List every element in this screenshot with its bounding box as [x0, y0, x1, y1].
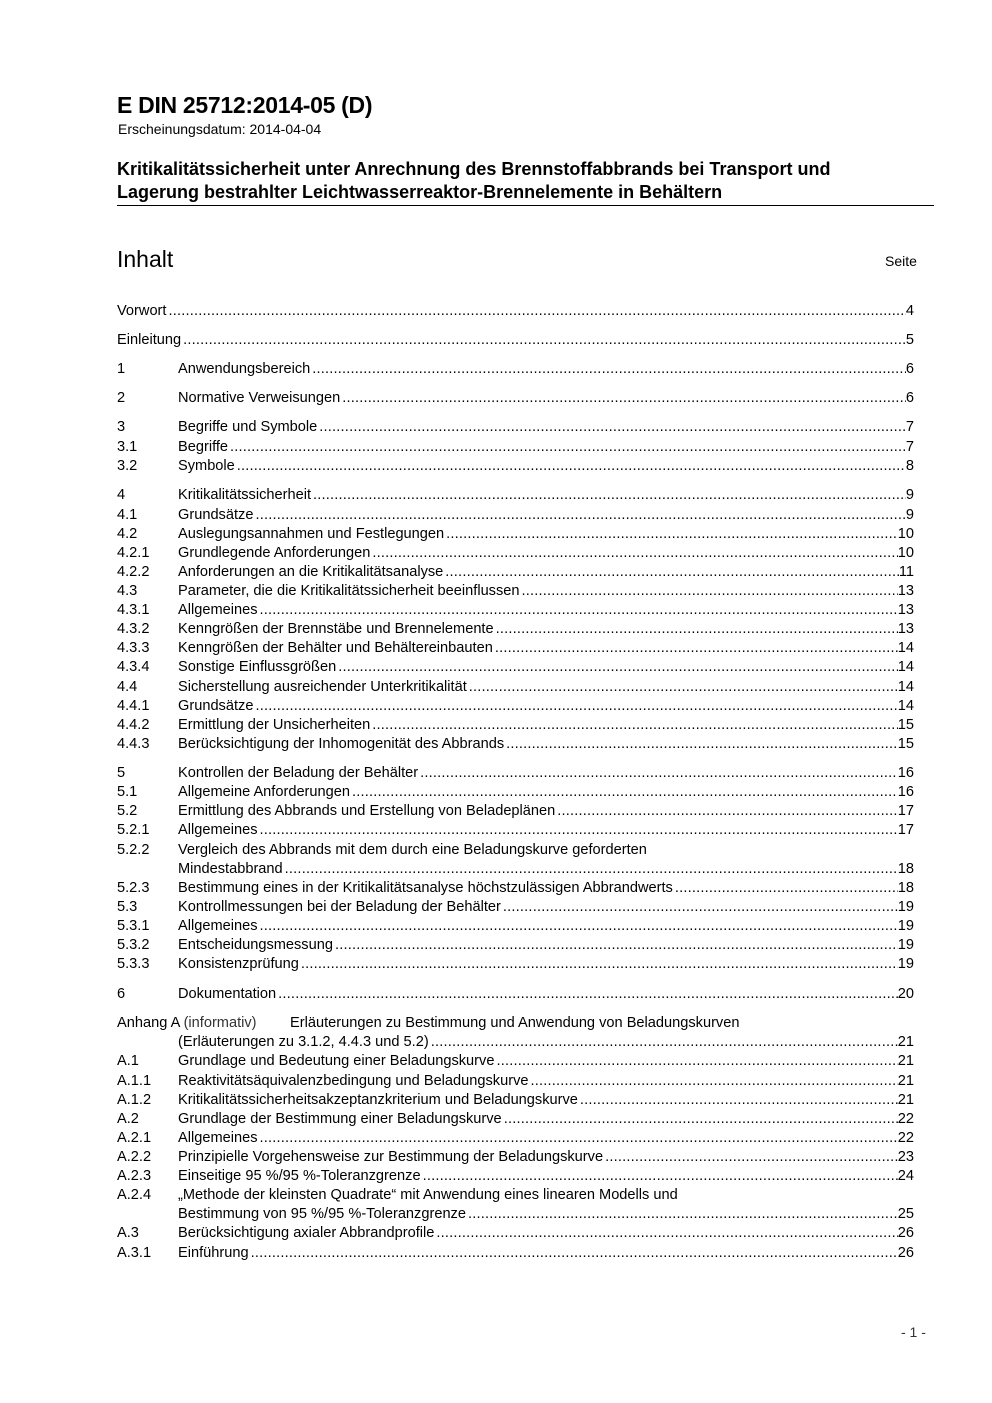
- toc-entry[interactable]: [117, 1244, 914, 1263]
- toc-entry-number: 4: [117, 487, 126, 503]
- toc-entry-page: 6: [905, 361, 914, 377]
- toc-entry-title: Entscheidungsmessung: [178, 937, 333, 953]
- toc-entry-number: 4.3.3: [117, 640, 150, 656]
- toc-leader-dots: [260, 821, 898, 840]
- toc-leader-dots: [557, 802, 898, 821]
- toc-entry-number: 4.3.1: [117, 602, 150, 618]
- toc-entry[interactable]: [117, 1129, 914, 1148]
- toc-entry-number: 5.3.1: [117, 918, 150, 934]
- toc-leader-dots: [420, 764, 898, 783]
- toc-entry-title: Symbole: [178, 458, 235, 474]
- toc-entry[interactable]: [117, 457, 914, 476]
- toc-entry[interactable]: [117, 898, 914, 917]
- toc-entry-number: 4.4.3: [117, 736, 150, 752]
- toc-entry-title: Kontrollmessungen bei der Beladung der Behälter: [178, 899, 501, 915]
- toc-entry-number: 5.2.3: [117, 880, 150, 896]
- toc-entry-number: 5.2.2: [117, 842, 150, 858]
- toc-entry-page: 17: [897, 822, 914, 838]
- toc-leader-dots: [335, 936, 898, 955]
- toc-entry-number: 4.3.2: [117, 621, 150, 637]
- toc-entry[interactable]: [117, 917, 914, 936]
- toc-entry-title: Ermittlung des Abbrands und Erstellung von Beladeplänen: [178, 803, 556, 819]
- toc-entry-number: A.1.1: [117, 1073, 152, 1089]
- toc-entry-number: A.1.2: [117, 1092, 152, 1108]
- toc-entry-page: 4: [905, 303, 914, 319]
- toc-entry-title: Grundlage der Bestimmung einer Beladungskurve: [178, 1111, 502, 1127]
- toc-entry-page: 23: [897, 1149, 914, 1165]
- toc-entry-title: (Erläuterungen zu 3.1.2, 4.4.3 und 5.2): [178, 1034, 429, 1050]
- toc-entry[interactable]: [117, 955, 914, 974]
- toc-entry-page: 9: [905, 487, 914, 503]
- toc-entry[interactable]: [117, 601, 914, 620]
- toc-entry-number: 4.4.1: [117, 698, 150, 714]
- toc-leader-dots: [372, 716, 898, 735]
- toc-entry-number: A.2.3: [117, 1168, 152, 1184]
- toc-leader-dots: [446, 525, 898, 544]
- toc-entry-number: A.2.4: [117, 1187, 152, 1203]
- toc-entry[interactable]: [117, 544, 914, 563]
- toc-entry-number: 4.2: [117, 526, 138, 542]
- toc-leader-dots: [580, 1091, 898, 1110]
- toc-entry[interactable]: [117, 716, 914, 735]
- toc-entry[interactable]: [117, 697, 914, 716]
- toc-entry[interactable]: [117, 658, 914, 677]
- toc-entry-title: Konsistenzprüfung: [178, 956, 299, 972]
- toc-leader-dots: [183, 331, 906, 350]
- toc-entry-page: 5: [905, 332, 914, 348]
- toc-entry[interactable]: [117, 302, 914, 321]
- toc-leader-dots: [436, 1224, 897, 1243]
- toc-entry-page: 19: [897, 899, 914, 915]
- toc-entry-page: 19: [897, 937, 914, 953]
- toc-entry[interactable]: [117, 1072, 914, 1091]
- toc-entry-number: 4.3.4: [117, 659, 150, 675]
- toc-entry-title: Einführung: [178, 1245, 249, 1261]
- toc-entry-title: „Methode der kleinsten Quadrate“ mit Anwendung eines linearen Modells und: [178, 1187, 678, 1203]
- toc-entry[interactable]: [117, 1186, 914, 1205]
- toc-entry-title: Kenngrößen der Brennstäbe und Brennelemente: [178, 621, 494, 637]
- toc-entry-number: 6: [117, 986, 126, 1002]
- toc-entry-title: Sicherstellung ausreichender Unterkritikalität: [178, 679, 467, 695]
- toc-entry-number: 1: [117, 361, 126, 377]
- toc-entry-title: Allgemeines: [178, 1130, 258, 1146]
- toc-leader-dots: [423, 1167, 898, 1186]
- toc-entry[interactable]: [117, 802, 914, 821]
- subtitle-line-1: Kritikalitätssicherheit unter Anrechnung des Brennstoffabbrands bei Transport und: [117, 159, 831, 179]
- header-rule: [117, 205, 934, 206]
- toc-entry-number: 2: [117, 390, 126, 406]
- toc-entry-title: Berücksichtigung der Inhomogenität des Abbrands: [178, 736, 505, 752]
- toc-entry-title: Begriffe: [178, 439, 229, 455]
- toc-entry-page: 14: [897, 659, 914, 675]
- toc-entry-number: A.2.2: [117, 1149, 152, 1165]
- toc-entry[interactable]: [117, 1110, 914, 1129]
- toc-entry[interactable]: [117, 1205, 914, 1224]
- toc-entry-page: 19: [897, 918, 914, 934]
- toc-entry-number: 5.3: [117, 899, 138, 915]
- toc-entry-page: 18: [897, 861, 914, 877]
- toc-entry-page: 26: [897, 1225, 914, 1241]
- toc-entry-number: 5.3.2: [117, 937, 150, 953]
- toc-leader-dots: [338, 658, 898, 677]
- toc-entry-title: Sonstige Einflussgrößen: [178, 659, 337, 675]
- toc-entry-page: 21: [897, 1034, 914, 1050]
- toc-entry[interactable]: [117, 331, 914, 350]
- toc-entry-title: Dokumentation: [178, 986, 277, 1002]
- toc-entry[interactable]: [117, 486, 914, 505]
- toc-entry-page: 19: [897, 956, 914, 972]
- toc-leader-dots: [352, 783, 898, 802]
- toc-entry-page: 8: [905, 458, 914, 474]
- toc-entry-page: 6: [905, 390, 914, 406]
- toc-entry-number: A.3: [117, 1225, 139, 1241]
- toc-entry-page: 26: [897, 1245, 914, 1261]
- toc-entry-number: 3.1: [117, 439, 138, 455]
- toc-leader-dots: [445, 563, 899, 582]
- toc-entry-page: 18: [897, 880, 914, 896]
- toc-entry-title: Normative Verweisungen: [178, 390, 341, 406]
- toc-entry-page: 21: [897, 1073, 914, 1089]
- toc-page-label: Seite: [885, 253, 917, 269]
- toc-entry[interactable]: [117, 821, 914, 840]
- toc-entry-title: Allgemeines: [178, 918, 258, 934]
- toc-leader-dots: [260, 1129, 898, 1148]
- toc-entry-title: Einleitung: [117, 332, 182, 348]
- toc-entry-page: 21: [897, 1053, 914, 1069]
- toc-leader-dots: [504, 1110, 898, 1129]
- toc-entry-title: Bestimmung eines in der Kritikalitätsanalyse höchstzulässigen Abbrandwerts: [178, 880, 673, 896]
- toc-entry-number: 4.1: [117, 507, 138, 523]
- toc-entry-page: 20: [897, 986, 914, 1002]
- toc-entry-number: 5.2.1: [117, 822, 150, 838]
- toc-entry-page: 15: [897, 736, 914, 752]
- annex-informative-label: (informativ): [183, 1015, 257, 1031]
- toc-entry-number: 3.2: [117, 458, 138, 474]
- toc-leader-dots: [469, 678, 898, 697]
- toc-leader-dots: [251, 1244, 898, 1263]
- toc-entry-title: Vorwort: [117, 303, 167, 319]
- toc-entry-title: Allgemeines: [178, 822, 258, 838]
- toc-leader-dots: [468, 1205, 898, 1224]
- toc-entry-page: 13: [897, 621, 914, 637]
- toc-entry-page: 15: [897, 717, 914, 733]
- document-subtitle: [117, 158, 937, 204]
- toc-entry-page: 14: [897, 698, 914, 714]
- toc-entry-number: 5.3.3: [117, 956, 150, 972]
- toc-entry-number: [117, 1014, 257, 1033]
- toc-entry-page: 7: [905, 419, 914, 435]
- toc-entry-title: Begriffe und Symbole: [178, 419, 318, 435]
- toc-leader-dots: [230, 438, 906, 457]
- toc-leader-dots: [319, 418, 906, 437]
- toc-entry-title: Grundlegende Anforderungen: [178, 545, 371, 561]
- toc-entry-number: A.2: [117, 1111, 139, 1127]
- toc-entry[interactable]: [117, 563, 914, 582]
- toc-leader-dots: [506, 735, 898, 754]
- toc-entry-title: Anforderungen an die Kritikalitätsanalyse: [178, 564, 444, 580]
- toc-entry-page: 7: [905, 439, 914, 455]
- toc-entry-page: 10: [897, 526, 914, 542]
- publication-date: Erscheinungsdatum: 2014-04-04: [118, 121, 322, 137]
- toc-leader-dots: [431, 1033, 898, 1052]
- toc-entry-page: 13: [897, 602, 914, 618]
- toc-leader-dots: [168, 302, 905, 321]
- toc-entry[interactable]: [117, 620, 914, 639]
- toc-leader-dots: [260, 601, 898, 620]
- toc-entry-number: A.3.1: [117, 1245, 152, 1261]
- toc-leader-dots: [605, 1148, 898, 1167]
- toc-entry-title: Kritikalitätssicherheit: [178, 487, 312, 503]
- toc-entry-page: 17: [897, 803, 914, 819]
- toc-entry[interactable]: [117, 582, 914, 601]
- toc-entry-title: Erläuterungen zu Bestimmung und Anwendung von Beladungskurven: [290, 1015, 740, 1031]
- toc-entry-title: Reaktivitätsäquivalenzbedingung und Beladungskurve: [178, 1073, 529, 1089]
- toc-leader-dots: [531, 1072, 898, 1091]
- toc-entry[interactable]: [117, 389, 914, 408]
- toc-entry[interactable]: [117, 1224, 914, 1243]
- toc-entry-page: 13: [897, 583, 914, 599]
- toc-entry[interactable]: [117, 1148, 914, 1167]
- annex-label: Anhang A: [117, 1015, 180, 1031]
- toc-entry[interactable]: [117, 735, 914, 754]
- toc-entry-title: Einseitige 95 %/95 %-Toleranzgrenze: [178, 1168, 421, 1184]
- toc-leader-dots: [496, 620, 898, 639]
- toc-entry-number: 5.2: [117, 803, 138, 819]
- toc-entry-title: Mindestabbrand: [178, 861, 283, 877]
- toc-entry-title: Berücksichtigung axialer Abbrandprofile: [178, 1225, 435, 1241]
- toc-leader-dots: [522, 582, 898, 601]
- toc-entry-number: 4.4.2: [117, 717, 150, 733]
- toc-entry-title: Bestimmung von 95 %/95 %-Toleranzgrenze: [178, 1206, 466, 1222]
- toc-leader-dots: [255, 697, 897, 716]
- toc-leader-dots: [255, 506, 905, 525]
- toc-leader-dots: [312, 360, 906, 379]
- toc-entry-page: 25: [897, 1206, 914, 1222]
- toc-leader-dots: [285, 860, 898, 879]
- toc-entry-title: Parameter, die die Kritikalitätssicherheit beeinflussen: [178, 583, 520, 599]
- toc-entry-page: 14: [897, 679, 914, 695]
- toc-entry-number: 4.3: [117, 583, 138, 599]
- toc-entry-page: 16: [897, 784, 914, 800]
- toc-entry-number: A.2.1: [117, 1130, 152, 1146]
- toc-entry[interactable]: [117, 678, 914, 697]
- toc-entry-title: Vergleich des Abbrands mit dem durch eine Beladungskurve geforderten: [178, 842, 647, 858]
- toc-entry-page: 22: [897, 1130, 914, 1146]
- toc-leader-dots: [313, 486, 906, 505]
- toc-entry-number: A.1: [117, 1053, 139, 1069]
- toc-entry-page: 22: [897, 1111, 914, 1127]
- toc-entry-title: Kritikalitätssicherheitsakzeptanzkriterium und Beladungskurve: [178, 1092, 578, 1108]
- toc-entry-title: Anwendungsbereich: [178, 361, 311, 377]
- document-title: E DIN 25712:2014-05 (D): [117, 92, 373, 118]
- toc-entry-title: Auslegungsannahmen und Festlegungen: [178, 526, 445, 542]
- toc-entry-number: 5.1: [117, 784, 138, 800]
- toc-leader-dots: [301, 955, 898, 974]
- toc-entry-page: 21: [897, 1092, 914, 1108]
- toc-entry[interactable]: [117, 1167, 914, 1186]
- toc-entry[interactable]: [117, 783, 914, 802]
- toc-leader-dots: [278, 985, 898, 1004]
- toc-entry-title: Kenngrößen der Behälter und Behältereinbauten: [178, 640, 493, 656]
- toc-leader-dots: [496, 1052, 897, 1071]
- toc-entry[interactable]: [117, 764, 914, 783]
- toc-entry-number: 5: [117, 765, 126, 781]
- toc-heading: Inhalt: [117, 246, 174, 272]
- toc-entry-title: Grundsätze: [178, 698, 254, 714]
- toc-entry-number: 4.2.2: [117, 564, 150, 580]
- toc-entry[interactable]: [117, 639, 914, 658]
- toc-entry-number: 4.4: [117, 679, 138, 695]
- toc-entry[interactable]: [117, 879, 914, 898]
- toc-entry-page: 16: [897, 765, 914, 781]
- toc-entry[interactable]: [117, 860, 914, 879]
- subtitle-line-2: Lagerung bestrahlter Leichtwasserreaktor-Brennelemente in Behältern: [117, 182, 723, 202]
- toc-entry[interactable]: [117, 418, 914, 437]
- toc-entry[interactable]: [117, 985, 914, 1004]
- toc-entry-number: 4.2.1: [117, 545, 150, 561]
- toc-entry-title: Kontrollen der Beladung der Behälter: [178, 765, 419, 781]
- toc-leader-dots: [342, 389, 906, 408]
- toc-entry-page: 9: [905, 507, 914, 523]
- toc-entry[interactable]: [117, 1033, 914, 1052]
- page-number: - 1 -: [901, 1324, 926, 1340]
- toc-entry-title: Grundlage und Bedeutung einer Beladungskurve: [178, 1053, 495, 1069]
- toc-entry-title: Prinzipielle Vorgehensweise zur Bestimmung der Beladungskurve: [178, 1149, 604, 1165]
- toc-entry-page: 10: [897, 545, 914, 561]
- toc-entry-page: 14: [897, 640, 914, 656]
- toc-entry-title: Grundsätze: [178, 507, 254, 523]
- toc-leader-dots: [237, 457, 906, 476]
- toc-entry[interactable]: [117, 936, 914, 955]
- toc-entry[interactable]: [117, 506, 914, 525]
- toc-leader-dots: [260, 917, 898, 936]
- toc-entry[interactable]: [117, 841, 914, 860]
- toc-entry-title: Allgemeine Anforderungen: [178, 784, 351, 800]
- toc-leader-dots: [675, 879, 898, 898]
- toc-entry[interactable]: [117, 525, 914, 544]
- toc-entry-page: 11: [898, 564, 914, 580]
- toc-leader-dots: [495, 639, 898, 658]
- toc-entry[interactable]: [117, 438, 914, 457]
- toc-entry[interactable]: [117, 1091, 914, 1110]
- toc-leader-dots: [372, 544, 897, 563]
- toc-entry[interactable]: [117, 360, 914, 379]
- toc-entry-page: 24: [897, 1168, 914, 1184]
- toc-entry[interactable]: [117, 1014, 914, 1033]
- toc-entry-number: 3: [117, 419, 126, 435]
- toc-entry-title: Allgemeines: [178, 602, 258, 618]
- toc-entry-title: Ermittlung der Unsicherheiten: [178, 717, 371, 733]
- toc-entry[interactable]: [117, 1052, 914, 1071]
- toc-leader-dots: [503, 898, 898, 917]
